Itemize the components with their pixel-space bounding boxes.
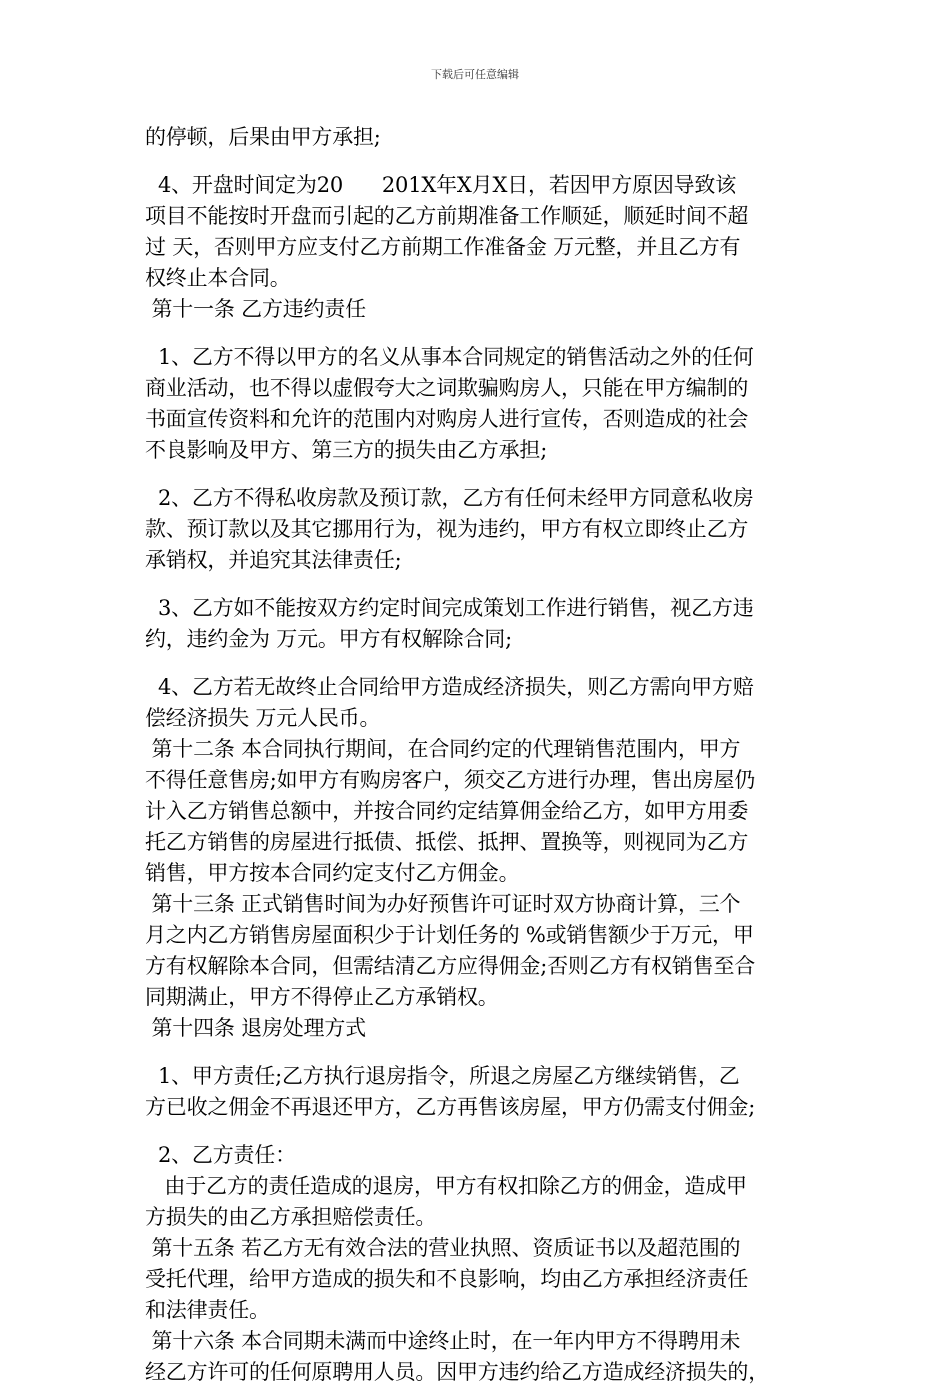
paragraph-gap: [145, 1044, 810, 1061]
text-line: 承销权，并追究其法律责任;: [145, 548, 402, 572]
text-line: 受托代理，给甲方造成的损失和不良影响，均由乙方承担经济责任: [145, 1267, 749, 1291]
text-line: 约，违约金为 万元。甲方有权解除合同;: [145, 627, 512, 651]
page-header: 下载后可任意编辑: [431, 68, 519, 81]
text-line: 不得任意售房;如甲方有购房客户，须交乙方进行办理，售出房屋仍: [145, 768, 756, 792]
text-line: 同期满止，甲方不得停止乙方承销权。: [145, 985, 499, 1009]
text-line: 销售，甲方按本合同约定支付乙方佣金。: [145, 861, 520, 885]
text-line: 第十五条 若乙方无有效合法的营业执照、资质证书以及超范围的: [145, 1236, 741, 1260]
text-line: 过 天，否则甲方应支付乙方前期工作准备金 万元整，并且乙方有: [145, 235, 741, 259]
text-line: 方已收之佣金不再退还甲方，乙方再售该房屋，甲方仍需支付佣金;: [145, 1095, 756, 1119]
paragraph-gap: [145, 325, 810, 342]
text-line: 的停顿，后果由甲方承担;: [145, 125, 381, 149]
text-line: 方损失的由乙方承担赔偿责任。: [145, 1205, 437, 1229]
text-line: 第十三条 正式销售时间为办好预售许可证时双方协商计算，三个: [145, 892, 741, 916]
text-line: 3、乙方如不能按双方约定时间完成策划工作进行销售，视乙方违: [145, 596, 754, 620]
paragraph-gap: [145, 576, 810, 593]
paragraph-gap: [145, 153, 810, 170]
document-body: [145, 122, 810, 1388]
text-line: 商业活动，也不得以虚假夸大之词欺骗购房人，只能在甲方编制的: [145, 376, 749, 400]
text-line: 第十二条 本合同执行期间，在合同约定的代理销售范围内，甲方: [145, 737, 741, 761]
text-line: 2、乙方不得私收房款及预订款，乙方有任何未经甲方同意私收房: [145, 486, 754, 510]
text-line: 书面宣传资料和允许的范围内对购房人进行宣传，否则造成的社会: [145, 407, 749, 431]
text-line: 托乙方销售的房屋进行抵债、抵偿、抵押、置换等，则视同为乙方: [145, 830, 749, 854]
text-line: 项目不能按时开盘而引起的乙方前期准备工作顺延，顺延时间不超: [145, 204, 749, 228]
text-line: 月之内乙方销售房屋面积少于计划任务的 %或销售额少于万元，甲: [145, 923, 754, 947]
text-line: 权终止本合同。: [145, 266, 291, 290]
text-line: 4、乙方若无故终止合同给甲方造成经济损失，则乙方需向甲方赔: [145, 675, 754, 699]
text-line: 偿经济损失 万元人民币。: [145, 706, 381, 730]
text-line: 1、甲方责任;乙方执行退房指令，所退之房屋乙方继续销售，乙: [145, 1064, 740, 1088]
text-line: 款、预订款以及其它挪用行为，视为违约，甲方有权立即终止乙方: [145, 517, 749, 541]
text-line: 方有权解除本合同，但需结清乙方应得佣金;否则乙方有权销售至合: [145, 954, 756, 978]
text-line: 第十六条 本合同期未满而中途终止时，在一年内甲方不得聘用未: [145, 1329, 741, 1353]
paragraph-gap: [145, 655, 810, 672]
text-line: 经乙方许可的任何原聘用人员。因甲方违约给乙方造成经济损失的，: [145, 1360, 769, 1384]
text-line: 计入乙方销售总额中，并按合同约定结算佣金给乙方，如甲方用委: [145, 799, 749, 823]
paragraph-gap: [145, 1123, 810, 1140]
text-line: 由于乙方的责任造成的退房，甲方有权扣除乙方的佣金，造成甲: [145, 1174, 747, 1198]
text-line: 和法律责任。: [145, 1298, 270, 1322]
text-line: 4、开盘时间定为20 201X年X月X日，若因甲方原因导致该: [145, 173, 737, 197]
text-line: 第十四条 退房处理方式: [145, 1016, 366, 1040]
text-line: 不良影响及甲方、第三方的损失由乙方承担;: [145, 438, 548, 462]
text-line: 第十一条 乙方违约责任: [145, 297, 366, 321]
paragraph-gap: [145, 466, 810, 483]
text-line: 2、乙方责任：: [145, 1143, 296, 1167]
text-line: 1、乙方不得以甲方的名义从事本合同规定的销售活动之外的任何: [145, 345, 754, 369]
